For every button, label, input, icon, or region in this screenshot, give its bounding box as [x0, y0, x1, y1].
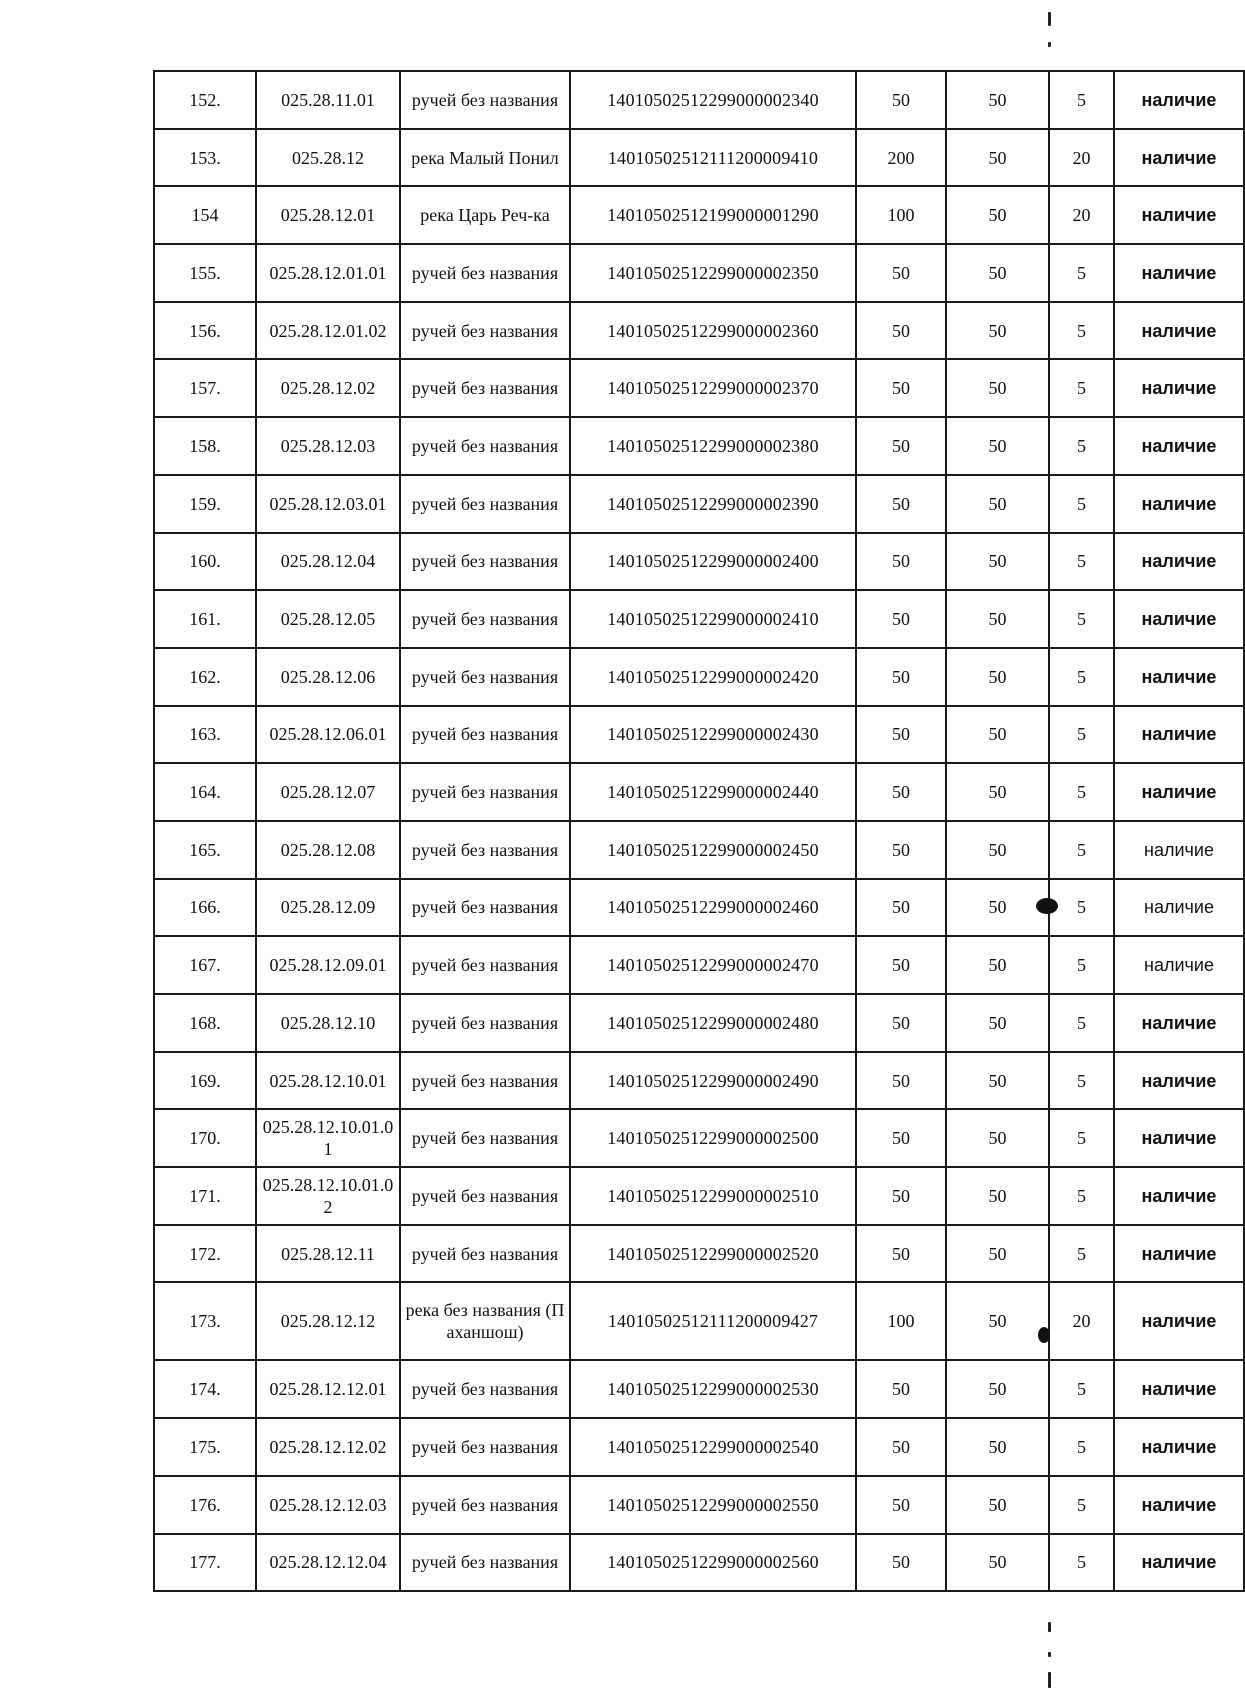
table-row: [154, 648, 1244, 706]
water-protection-zone-cell: 50: [946, 1109, 1049, 1167]
row-number-cell: 165.: [154, 821, 256, 879]
object-name-cell: ручей без названия: [400, 1052, 570, 1110]
water-protection-zone-cell: 50: [946, 821, 1049, 879]
object-name-cell: ручей без названия: [400, 71, 570, 129]
water-protection-zone-cell: 50: [946, 1418, 1049, 1476]
table-row: [154, 821, 1244, 879]
table-row: [154, 475, 1244, 533]
row-number-cell: 166.: [154, 879, 256, 937]
table-row: [154, 1476, 1244, 1534]
object-code-cell: 025.28.12.10.01.01: [256, 1109, 400, 1167]
registry-number-cell: 14010502512299000002470: [570, 936, 856, 994]
registry-number-cell: 14010502512299000002340: [570, 71, 856, 129]
object-code-cell: 025.28.12.01.02: [256, 302, 400, 360]
water-protection-zone-cell: 50: [946, 1282, 1049, 1360]
length-cell: 50: [856, 1167, 946, 1225]
length-cell: 50: [856, 475, 946, 533]
coastal-belt-cell: 5: [1049, 1476, 1114, 1534]
row-number-cell: 162.: [154, 648, 256, 706]
length-cell: 50: [856, 244, 946, 302]
table-row: [154, 129, 1244, 187]
length-cell: 50: [856, 1225, 946, 1283]
registry-number-cell: 14010502512299000002550: [570, 1476, 856, 1534]
row-number-cell: 172.: [154, 1225, 256, 1283]
ink-blot: [1038, 1327, 1050, 1343]
length-cell: 50: [856, 71, 946, 129]
object-name-cell: ручей без названия: [400, 1167, 570, 1225]
presence-cell: наличие: [1114, 244, 1244, 302]
water-protection-zone-cell: 50: [946, 244, 1049, 302]
table-row: [154, 244, 1244, 302]
table-row: [154, 936, 1244, 994]
water-protection-zone-cell: 50: [946, 71, 1049, 129]
presence-cell: наличие: [1114, 71, 1244, 129]
table-row: [154, 1282, 1244, 1360]
object-name-cell: ручей без названия: [400, 1534, 570, 1592]
row-number-cell: 159.: [154, 475, 256, 533]
presence-cell: наличие: [1114, 1282, 1244, 1360]
presence-cell: наличие: [1114, 879, 1244, 937]
object-name-cell: ручей без названия: [400, 1476, 570, 1534]
object-code-cell: 025.28.12.12.04: [256, 1534, 400, 1592]
presence-cell: наличие: [1114, 417, 1244, 475]
row-number-cell: 160.: [154, 533, 256, 591]
length-cell: 50: [856, 936, 946, 994]
row-number-cell: 170.: [154, 1109, 256, 1167]
object-name-cell: ручей без названия: [400, 1225, 570, 1283]
table-row: [154, 359, 1244, 417]
presence-cell: наличие: [1114, 706, 1244, 764]
object-name-cell: река Царь Реч-ка: [400, 186, 570, 244]
length-cell: 100: [856, 186, 946, 244]
length-cell: 100: [856, 1282, 946, 1360]
coastal-belt-cell: 5: [1049, 244, 1114, 302]
presence-cell: наличие: [1114, 475, 1244, 533]
coastal-belt-cell: 5: [1049, 936, 1114, 994]
registry-number-cell: 14010502512299000002350: [570, 244, 856, 302]
water-protection-zone-cell: 50: [946, 706, 1049, 764]
object-code-cell: 025.28.11.01: [256, 71, 400, 129]
presence-cell: наличие: [1114, 1109, 1244, 1167]
object-name-cell: ручей без названия: [400, 648, 570, 706]
row-number-cell: 158.: [154, 417, 256, 475]
object-code-cell: 025.28.12.03.01: [256, 475, 400, 533]
row-number-cell: 156.: [154, 302, 256, 360]
object-name-cell: ручей без названия: [400, 302, 570, 360]
object-name-cell: ручей без названия: [400, 1109, 570, 1167]
coastal-belt-cell: 5: [1049, 763, 1114, 821]
coastal-belt-cell: 5: [1049, 706, 1114, 764]
registry-number-cell: 14010502512299000002540: [570, 1418, 856, 1476]
registry-number-cell: 14010502512299000002360: [570, 302, 856, 360]
row-number-cell: 169.: [154, 1052, 256, 1110]
length-cell: 50: [856, 1360, 946, 1418]
row-number-cell: 154: [154, 186, 256, 244]
object-code-cell: 025.28.12.05: [256, 590, 400, 648]
registry-number-cell: 14010502512299000002560: [570, 1534, 856, 1592]
coastal-belt-cell: 5: [1049, 1167, 1114, 1225]
object-name-cell: ручей без названия: [400, 763, 570, 821]
water-protection-zone-cell: 50: [946, 1167, 1049, 1225]
presence-cell: наличие: [1114, 533, 1244, 591]
length-cell: 50: [856, 533, 946, 591]
water-protection-zone-cell: 50: [946, 359, 1049, 417]
presence-cell: наличие: [1114, 186, 1244, 244]
object-code-cell: 025.28.12.08: [256, 821, 400, 879]
presence-cell: наличие: [1114, 1360, 1244, 1418]
water-protection-zone-cell: 50: [946, 936, 1049, 994]
presence-cell: наличие: [1114, 1052, 1244, 1110]
object-code-cell: 025.28.12.09.01: [256, 936, 400, 994]
table-row: [154, 1360, 1244, 1418]
object-name-cell: ручей без названия: [400, 879, 570, 937]
row-number-cell: 155.: [154, 244, 256, 302]
water-protection-zone-cell: 50: [946, 648, 1049, 706]
water-protection-zone-cell: 50: [946, 763, 1049, 821]
table-row: [154, 1109, 1244, 1167]
presence-cell: наличие: [1114, 590, 1244, 648]
water-protection-zone-cell: 50: [946, 879, 1049, 937]
table-row: [154, 417, 1244, 475]
presence-cell: наличие: [1114, 1225, 1244, 1283]
row-number-cell: 171.: [154, 1167, 256, 1225]
length-cell: 50: [856, 879, 946, 937]
length-cell: 200: [856, 129, 946, 187]
length-cell: 50: [856, 417, 946, 475]
coastal-belt-cell: 20: [1049, 129, 1114, 187]
object-name-cell: ручей без названия: [400, 533, 570, 591]
registry-number-cell: 14010502512299000002390: [570, 475, 856, 533]
object-code-cell: 025.28.12.04: [256, 533, 400, 591]
object-name-cell: ручей без названия: [400, 244, 570, 302]
object-name-cell: ручей без названия: [400, 590, 570, 648]
row-number-cell: 176.: [154, 1476, 256, 1534]
presence-cell: наличие: [1114, 936, 1244, 994]
presence-cell: наличие: [1114, 1476, 1244, 1534]
water-protection-zone-cell: 50: [946, 417, 1049, 475]
object-code-cell: 025.28.12.11: [256, 1225, 400, 1283]
object-code-cell: 025.28.12.10.01.02: [256, 1167, 400, 1225]
table-body: [154, 71, 1244, 1591]
water-protection-zone-cell: 50: [946, 994, 1049, 1052]
registry-number-cell: 14010502512299000002520: [570, 1225, 856, 1283]
water-protection-zone-cell: 50: [946, 1476, 1049, 1534]
scan-mark: [1048, 42, 1051, 47]
table-row: [154, 186, 1244, 244]
ink-blot: [1036, 898, 1058, 914]
object-name-cell: река без названия (Паханшош): [400, 1282, 570, 1360]
coastal-belt-cell: 5: [1049, 533, 1114, 591]
registry-number-cell: 14010502512199000001290: [570, 186, 856, 244]
object-code-cell: 025.28.12.01.01: [256, 244, 400, 302]
presence-cell: наличие: [1114, 1418, 1244, 1476]
object-code-cell: 025.28.12.12: [256, 1282, 400, 1360]
coastal-belt-cell: 5: [1049, 994, 1114, 1052]
water-protection-zone-cell: 50: [946, 302, 1049, 360]
length-cell: 50: [856, 1418, 946, 1476]
object-code-cell: 025.28.12.10.01: [256, 1052, 400, 1110]
row-number-cell: 153.: [154, 129, 256, 187]
object-name-cell: ручей без названия: [400, 417, 570, 475]
length-cell: 50: [856, 821, 946, 879]
length-cell: 50: [856, 1052, 946, 1110]
registry-number-cell: 14010502512299000002500: [570, 1109, 856, 1167]
water-protection-zone-cell: 50: [946, 1225, 1049, 1283]
object-code-cell: 025.28.12.10: [256, 994, 400, 1052]
coastal-belt-cell: 5: [1049, 359, 1114, 417]
coastal-belt-cell: 5: [1049, 1052, 1114, 1110]
length-cell: 50: [856, 1476, 946, 1534]
presence-cell: наличие: [1114, 763, 1244, 821]
table-row: [154, 994, 1244, 1052]
length-cell: 50: [856, 1109, 946, 1167]
coastal-belt-cell: 5: [1049, 1534, 1114, 1592]
object-code-cell: 025.28.12.09: [256, 879, 400, 937]
object-code-cell: 025.28.12.12.01: [256, 1360, 400, 1418]
table-row: [154, 533, 1244, 591]
water-protection-zone-cell: 50: [946, 475, 1049, 533]
length-cell: 50: [856, 302, 946, 360]
object-code-cell: 025.28.12.02: [256, 359, 400, 417]
registry-number-cell: 14010502512299000002440: [570, 763, 856, 821]
row-number-cell: 163.: [154, 706, 256, 764]
registry-number-cell: 14010502512111200009427: [570, 1282, 856, 1360]
presence-cell: наличие: [1114, 994, 1244, 1052]
table-row: [154, 1534, 1244, 1592]
coastal-belt-cell: 5: [1049, 1418, 1114, 1476]
row-number-cell: 168.: [154, 994, 256, 1052]
row-number-cell: 164.: [154, 763, 256, 821]
coastal-belt-cell: 5: [1049, 590, 1114, 648]
registry-number-cell: 14010502512111200009410: [570, 129, 856, 187]
water-objects-table: [153, 70, 1245, 1592]
registry-number-cell: 14010502512299000002400: [570, 533, 856, 591]
table-row: [154, 706, 1244, 764]
water-protection-zone-cell: 50: [946, 1052, 1049, 1110]
registry-number-cell: 14010502512299000002530: [570, 1360, 856, 1418]
row-number-cell: 173.: [154, 1282, 256, 1360]
presence-cell: наличие: [1114, 359, 1244, 417]
coastal-belt-cell: 5: [1049, 71, 1114, 129]
object-name-cell: ручей без названия: [400, 1360, 570, 1418]
coastal-belt-cell: 5: [1049, 1225, 1114, 1283]
table-row: [154, 1167, 1244, 1225]
coastal-belt-cell: 5: [1049, 879, 1114, 937]
row-number-cell: 157.: [154, 359, 256, 417]
registry-number-cell: 14010502512299000002370: [570, 359, 856, 417]
registry-number-cell: 14010502512299000002460: [570, 879, 856, 937]
table-row: [154, 1052, 1244, 1110]
coastal-belt-cell: 5: [1049, 302, 1114, 360]
object-name-cell: ручей без названия: [400, 994, 570, 1052]
table-row: [154, 302, 1244, 360]
coastal-belt-cell: 5: [1049, 821, 1114, 879]
registry-number-cell: 14010502512299000002490: [570, 1052, 856, 1110]
object-code-cell: 025.28.12.01: [256, 186, 400, 244]
coastal-belt-cell: 5: [1049, 475, 1114, 533]
length-cell: 50: [856, 648, 946, 706]
object-code-cell: 025.28.12.07: [256, 763, 400, 821]
object-name-cell: ручей без названия: [400, 475, 570, 533]
length-cell: 50: [856, 763, 946, 821]
registry-number-cell: 14010502512299000002410: [570, 590, 856, 648]
object-code-cell: 025.28.12.06.01: [256, 706, 400, 764]
water-protection-zone-cell: 50: [946, 1534, 1049, 1592]
table-row: [154, 1418, 1244, 1476]
water-protection-zone-cell: 50: [946, 1360, 1049, 1418]
object-name-cell: ручей без названия: [400, 706, 570, 764]
scan-mark: [1048, 1652, 1051, 1657]
length-cell: 50: [856, 590, 946, 648]
length-cell: 50: [856, 1534, 946, 1592]
table-row: [154, 1225, 1244, 1283]
object-name-cell: ручей без названия: [400, 1418, 570, 1476]
water-protection-zone-cell: 50: [946, 186, 1049, 244]
object-code-cell: 025.28.12.03: [256, 417, 400, 475]
coastal-belt-cell: 5: [1049, 1360, 1114, 1418]
coastal-belt-cell: 20: [1049, 1282, 1114, 1360]
registry-number-cell: 14010502512299000002450: [570, 821, 856, 879]
presence-cell: наличие: [1114, 1167, 1244, 1225]
coastal-belt-cell: 5: [1049, 648, 1114, 706]
table-row: [154, 879, 1244, 937]
registry-number-cell: 14010502512299000002420: [570, 648, 856, 706]
object-code-cell: 025.28.12.12.03: [256, 1476, 400, 1534]
object-code-cell: 025.28.12: [256, 129, 400, 187]
object-code-cell: 025.28.12.12.02: [256, 1418, 400, 1476]
length-cell: 50: [856, 994, 946, 1052]
object-name-cell: река Малый Понил: [400, 129, 570, 187]
table-row: [154, 71, 1244, 129]
length-cell: 50: [856, 359, 946, 417]
row-number-cell: 175.: [154, 1418, 256, 1476]
presence-cell: наличие: [1114, 1534, 1244, 1592]
coastal-belt-cell: 20: [1049, 186, 1114, 244]
registry-number-cell: 14010502512299000002480: [570, 994, 856, 1052]
presence-cell: наличие: [1114, 648, 1244, 706]
table-row: [154, 763, 1244, 821]
scan-mark: [1048, 1672, 1051, 1688]
table-row: [154, 590, 1244, 648]
water-protection-zone-cell: 50: [946, 533, 1049, 591]
row-number-cell: 161.: [154, 590, 256, 648]
scan-mark: [1048, 12, 1051, 26]
object-name-cell: ручей без названия: [400, 936, 570, 994]
row-number-cell: 177.: [154, 1534, 256, 1592]
presence-cell: наличие: [1114, 129, 1244, 187]
row-number-cell: 174.: [154, 1360, 256, 1418]
presence-cell: наличие: [1114, 821, 1244, 879]
scan-mark: [1048, 1622, 1051, 1632]
length-cell: 50: [856, 706, 946, 764]
object-name-cell: ручей без названия: [400, 359, 570, 417]
object-name-cell: ручей без названия: [400, 821, 570, 879]
row-number-cell: 167.: [154, 936, 256, 994]
water-protection-zone-cell: 50: [946, 129, 1049, 187]
presence-cell: наличие: [1114, 302, 1244, 360]
object-code-cell: 025.28.12.06: [256, 648, 400, 706]
registry-number-cell: 14010502512299000002380: [570, 417, 856, 475]
coastal-belt-cell: 5: [1049, 1109, 1114, 1167]
water-protection-zone-cell: 50: [946, 590, 1049, 648]
registry-number-cell: 14010502512299000002510: [570, 1167, 856, 1225]
row-number-cell: 152.: [154, 71, 256, 129]
registry-number-cell: 14010502512299000002430: [570, 706, 856, 764]
coastal-belt-cell: 5: [1049, 417, 1114, 475]
